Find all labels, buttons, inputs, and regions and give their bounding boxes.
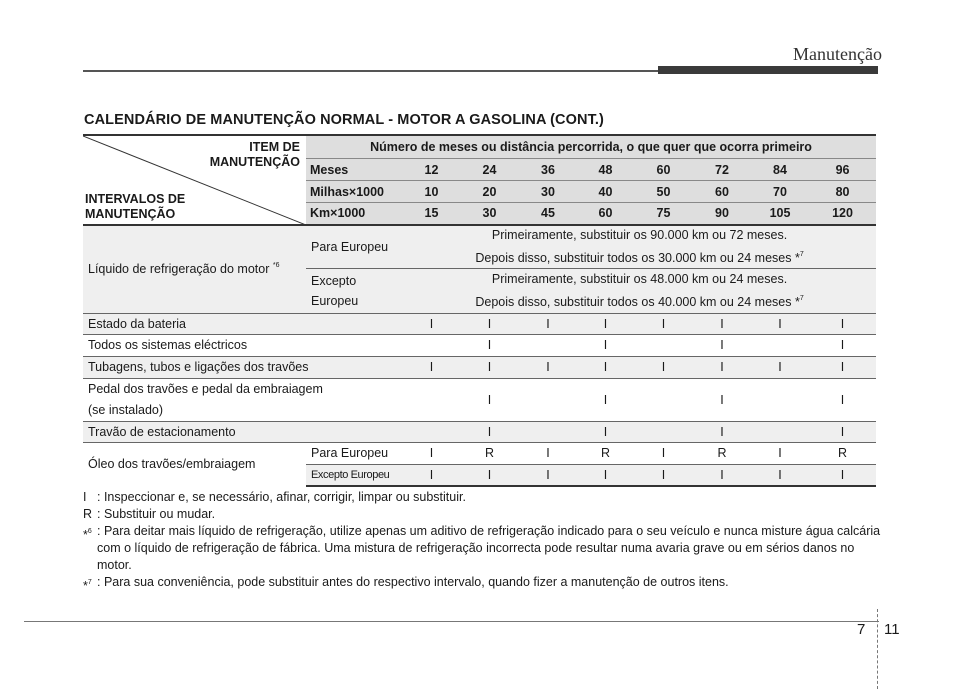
value-cell: I bbox=[693, 356, 751, 378]
months-cell: 48 bbox=[598, 162, 613, 177]
value-cell: I bbox=[403, 464, 460, 486]
header-rule bbox=[83, 70, 663, 72]
value-cell: I bbox=[693, 378, 751, 421]
months-cell: 24 bbox=[482, 162, 497, 177]
header-corner bbox=[83, 135, 306, 225]
value-cell: I bbox=[519, 313, 577, 334]
value-cell: I bbox=[460, 313, 519, 334]
footnote: *$^6$ : Para deitar mais líquido de refrigeração, utilize apenas um aditivo de refrigeração indicado para o seu veículo e nunca misture água calcária com o líquido de refrigeração de fábrica. Uma mistura de refrigeração incorrecta pode resultar numa avaria grave ou em sérios danos no motor. bbox=[83, 524, 881, 572]
section-title: Manutenção bbox=[793, 44, 882, 64]
value-cell: I bbox=[519, 464, 577, 486]
value-cell: R bbox=[577, 442, 634, 464]
pedal-item: Pedal dos travões e pedal da embraiagem (se instalado) bbox=[83, 378, 403, 421]
value-cell: R bbox=[693, 442, 751, 464]
value-cell bbox=[751, 378, 809, 421]
miles-cell: 30 bbox=[541, 184, 555, 199]
value-cell bbox=[403, 378, 460, 421]
miles-cell: 10 bbox=[424, 184, 439, 199]
months-cell: 36 bbox=[541, 162, 555, 177]
page-number: 11 bbox=[884, 621, 900, 638]
miles-cell: 60 bbox=[715, 184, 729, 199]
table-row bbox=[83, 378, 876, 421]
value-cell: I bbox=[809, 313, 876, 334]
miles-cell: 20 bbox=[482, 184, 497, 199]
value-cell bbox=[751, 421, 809, 442]
miles-cell: 70 bbox=[773, 184, 787, 199]
brake-fluid-sub-europe: Para Europeu bbox=[306, 442, 403, 464]
km-cell: 60 bbox=[598, 206, 613, 221]
value-cell: I bbox=[809, 464, 876, 486]
corner-interval-label: INTERVALOS DE MANUTENÇÃO bbox=[85, 191, 186, 221]
miles-cell: 40 bbox=[598, 184, 613, 199]
value-cell: I bbox=[693, 313, 751, 334]
value-cell: I bbox=[809, 356, 876, 378]
value-cell: I bbox=[460, 464, 519, 486]
value-cell bbox=[751, 334, 809, 356]
header-rule-bar bbox=[658, 66, 878, 74]
value-cell: I bbox=[809, 334, 876, 356]
row-item: Travão de estacionamento bbox=[83, 421, 403, 442]
km-cell: 75 bbox=[656, 206, 671, 221]
coolant-non-europe-desc: Primeiramente, substituir os 48.000 km ou 24 meses. Depois disso, substituir todos os 40.000 km ou 24 meses *$^7$ bbox=[403, 268, 876, 313]
table-row bbox=[83, 225, 876, 269]
value-cell: I bbox=[751, 313, 809, 334]
value-cell: I bbox=[693, 334, 751, 356]
value-cell: I bbox=[693, 421, 751, 442]
row-item: Estado da bateria bbox=[83, 313, 403, 334]
footer-rule bbox=[24, 621, 879, 622]
value-cell: I bbox=[751, 442, 809, 464]
km-cell: 45 bbox=[541, 206, 555, 221]
table-row bbox=[83, 356, 876, 378]
value-cell: I bbox=[809, 421, 876, 442]
footnote: *$^7$ : Para sua conveniência, pode substituir antes do respectivo intervalo, quando fizer a manutenção de outros itens. bbox=[83, 575, 729, 593]
value-cell: I bbox=[403, 442, 460, 464]
value-cell bbox=[634, 378, 693, 421]
value-cell: I bbox=[460, 378, 519, 421]
value-cell: I bbox=[460, 421, 519, 442]
value-cell: I bbox=[634, 313, 693, 334]
value-cell: I bbox=[577, 334, 634, 356]
value-cell bbox=[519, 421, 577, 442]
coolant-item: Líquido de refrigeração do motor $^{*6}$ bbox=[83, 225, 306, 314]
value-cell: I bbox=[751, 356, 809, 378]
row-item: Todos os sistemas eléctricos bbox=[83, 334, 403, 356]
footer-divider bbox=[877, 609, 879, 689]
months-label: Meses bbox=[310, 162, 349, 177]
coolant-sub-non-europe: Excepto Europeu bbox=[306, 268, 403, 313]
table-row bbox=[83, 334, 876, 356]
km-label: Km×1000 bbox=[310, 206, 366, 221]
km-cell: 105 bbox=[769, 206, 791, 221]
value-cell: I bbox=[577, 313, 634, 334]
miles-cell: 80 bbox=[835, 184, 850, 199]
value-cell: I bbox=[634, 442, 693, 464]
months-cell: 60 bbox=[656, 162, 671, 177]
miles-cell: 50 bbox=[656, 184, 671, 199]
table-row bbox=[83, 313, 876, 334]
table-row bbox=[83, 442, 876, 464]
value-cell: I bbox=[634, 356, 693, 378]
brake-fluid-sub-non-europe: Excepto Europeu bbox=[306, 464, 403, 486]
value-cell: I bbox=[577, 464, 634, 486]
value-cell: I bbox=[634, 464, 693, 486]
row-item: Tubagens, tubos e ligações dos travões bbox=[83, 356, 403, 378]
chapter-number: 7 bbox=[857, 621, 866, 638]
footnote: R : Substituir ou mudar. bbox=[83, 507, 216, 521]
value-cell: I bbox=[519, 356, 577, 378]
value-cell bbox=[519, 334, 577, 356]
footnote: I : Inspeccionar e, se necessário, afinar, corrigir, limpar ou substituir. bbox=[83, 490, 466, 504]
value-cell: I bbox=[809, 378, 876, 421]
value-cell: I bbox=[577, 378, 634, 421]
maintenance-table bbox=[83, 134, 876, 487]
value-cell: I bbox=[403, 313, 460, 334]
value-cell: R bbox=[460, 442, 519, 464]
months-cell: 96 bbox=[835, 162, 850, 177]
table-heading: Número de meses ou distância percorrida, o que quer que ocorra primeiro bbox=[306, 135, 876, 159]
value-cell bbox=[634, 334, 693, 356]
value-cell: R bbox=[809, 442, 876, 464]
km-cell: 30 bbox=[482, 206, 497, 221]
value-cell bbox=[519, 378, 577, 421]
brake-fluid-item: Óleo dos travões/embraiagem bbox=[83, 442, 306, 486]
months-cell: 12 bbox=[424, 162, 439, 177]
value-cell: I bbox=[577, 356, 634, 378]
value-cell bbox=[634, 421, 693, 442]
km-cell: 120 bbox=[832, 206, 853, 221]
table-title: CALENDÁRIO DE MANUTENÇÃO NORMAL - MOTOR A GASOLINA (CONT.) bbox=[84, 112, 604, 128]
footnotes bbox=[83, 489, 883, 595]
footnote-ref: 7 bbox=[799, 294, 804, 302]
value-cell: I bbox=[460, 334, 519, 356]
value-cell: I bbox=[751, 464, 809, 486]
months-cell: 84 bbox=[773, 162, 787, 177]
footnote-ref: *6 bbox=[272, 262, 280, 269]
coolant-sub-europe: Para Europeu bbox=[306, 225, 403, 269]
corner-item-label: ITEM DE MANUTENÇÃO bbox=[209, 140, 300, 169]
coolant-europe-desc: Primeiramente, substituir os 90.000 km ou 72 meses. Depois disso, substituir todos os 30.000 km ou 24 meses *$^7$ bbox=[403, 225, 876, 269]
miles-label: Milhas×1000 bbox=[310, 184, 385, 199]
km-cell: 90 bbox=[715, 206, 729, 221]
months-cell: 72 bbox=[715, 162, 729, 177]
footnote-ref: 7 bbox=[799, 250, 804, 258]
value-cell: I bbox=[403, 356, 460, 378]
value-cell bbox=[403, 334, 460, 356]
km-cell: 15 bbox=[424, 206, 439, 221]
value-cell: I bbox=[460, 356, 519, 378]
value-cell bbox=[403, 421, 460, 442]
value-cell: I bbox=[519, 442, 577, 464]
value-cell: I bbox=[693, 464, 751, 486]
table-row bbox=[83, 421, 876, 442]
value-cell: I bbox=[577, 421, 634, 442]
